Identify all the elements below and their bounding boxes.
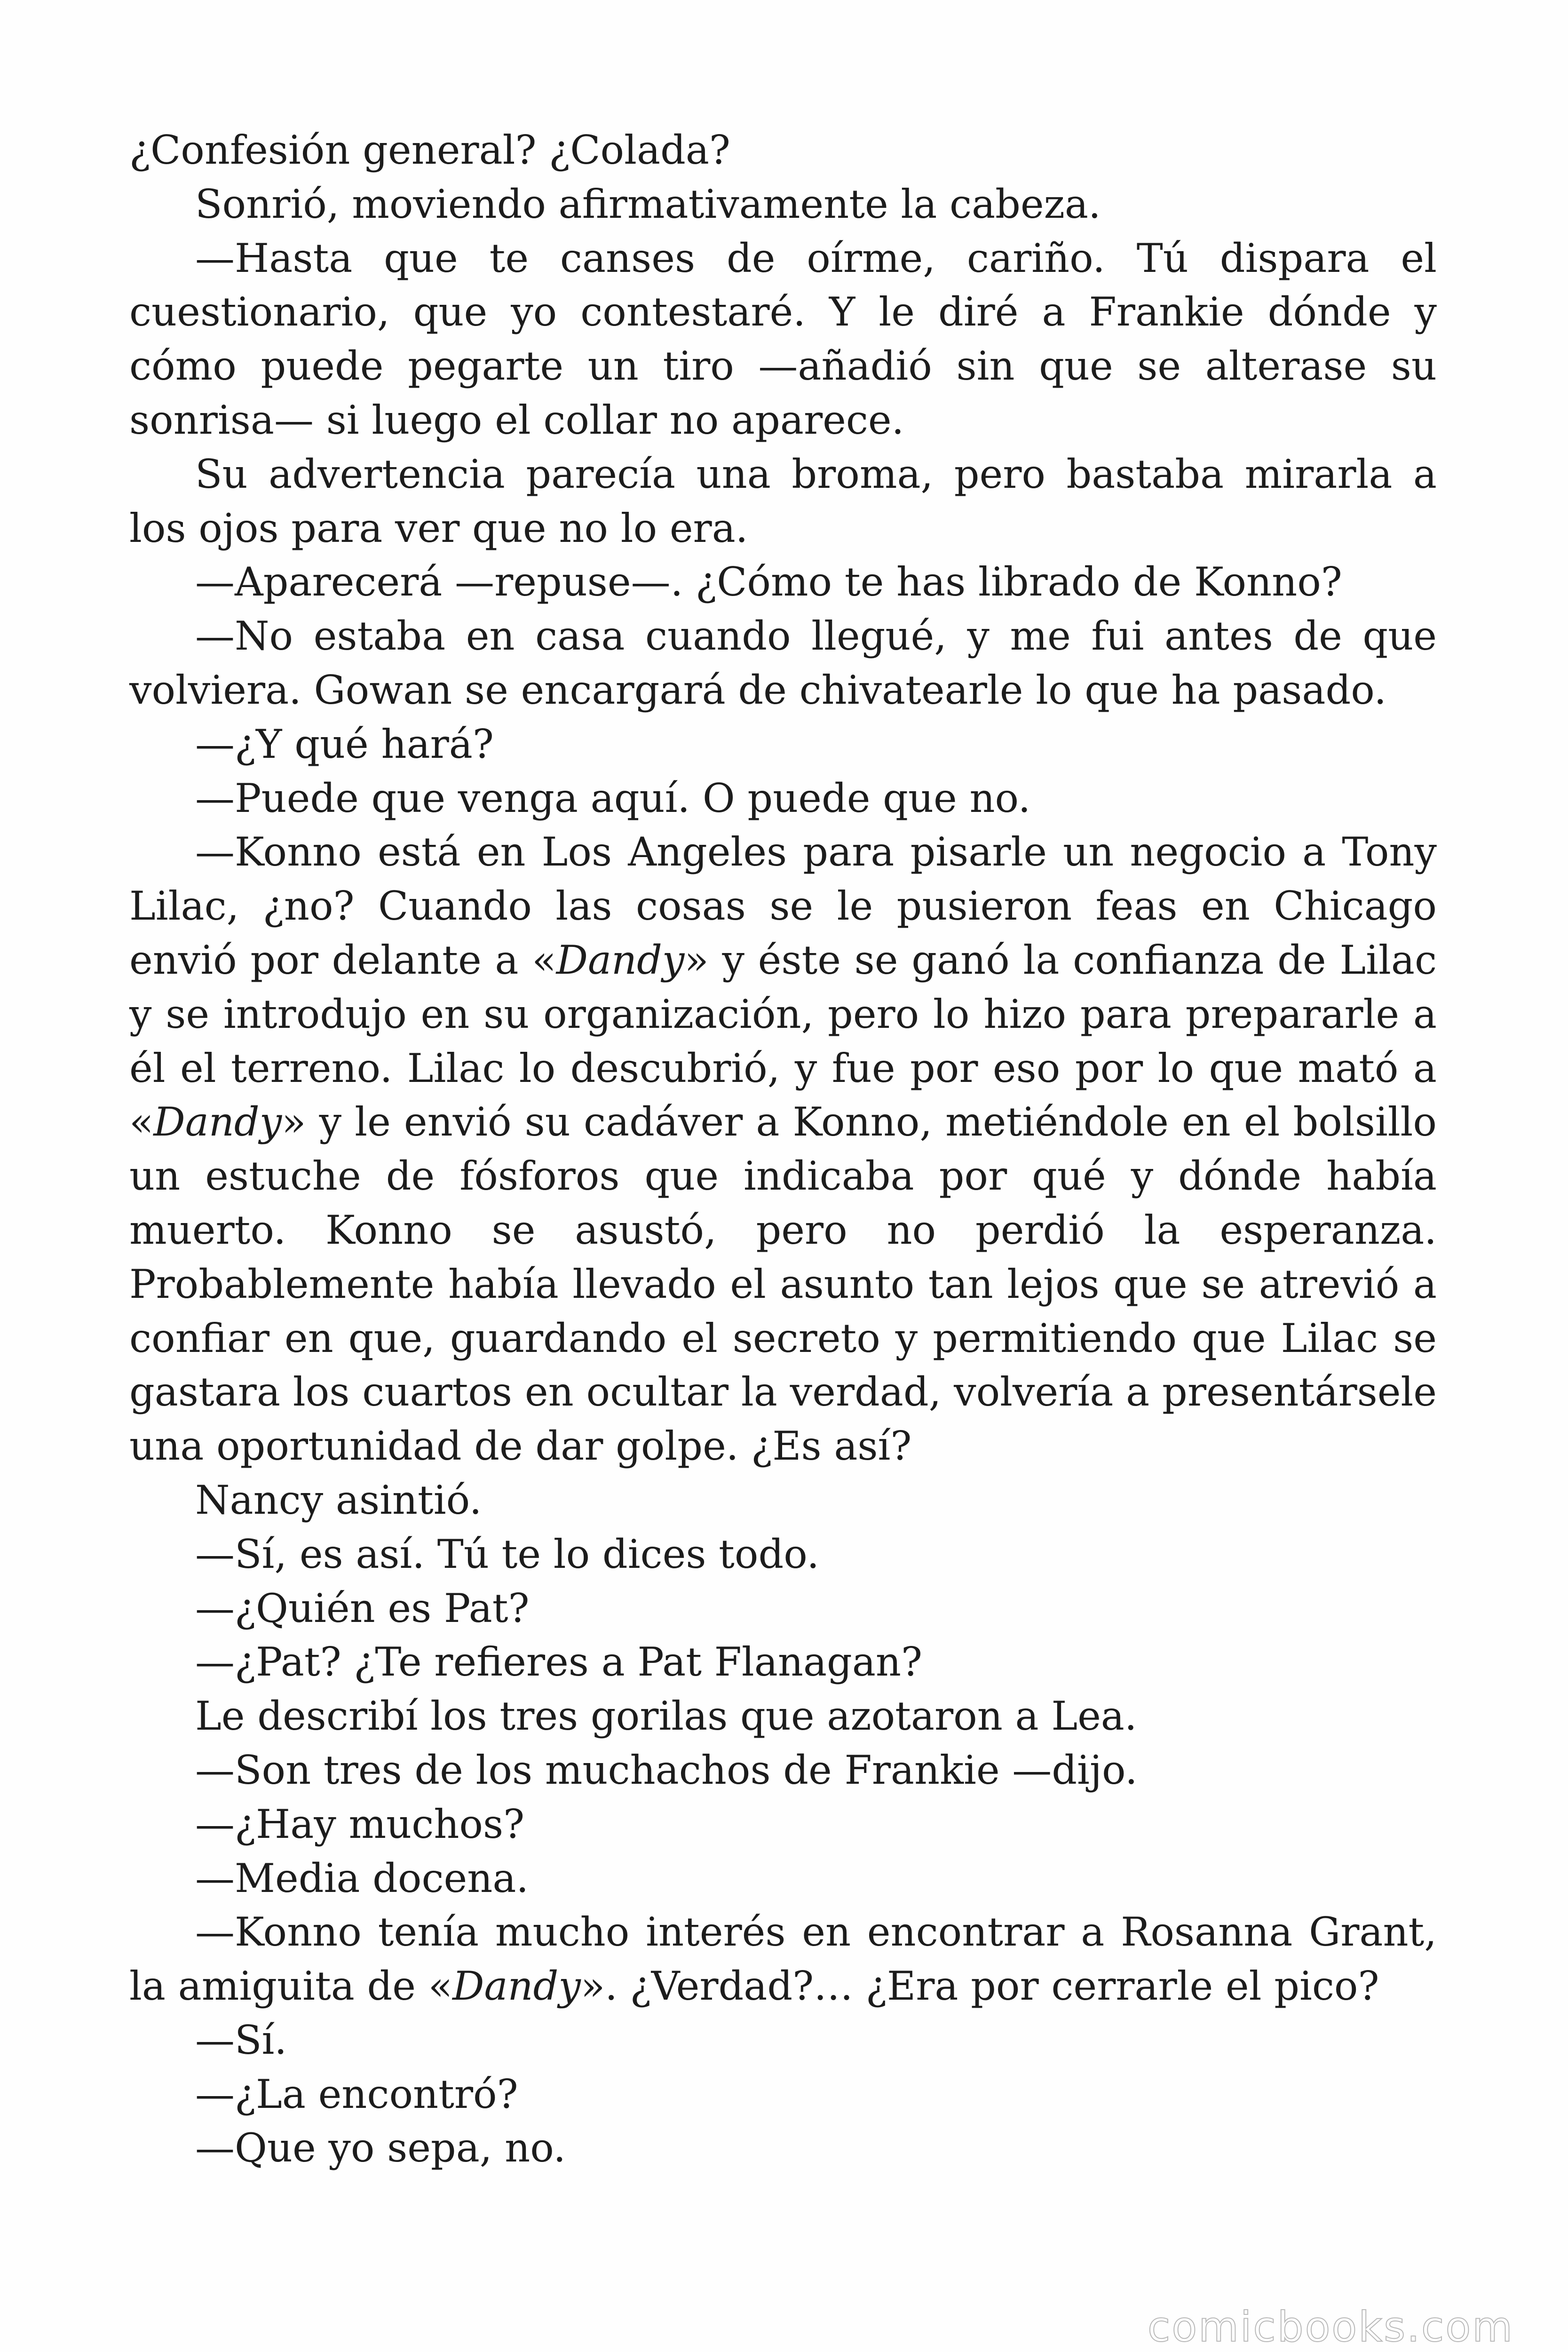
text-segment: Sonrió, moviendo afirmativamente la cabeza. bbox=[195, 181, 1101, 227]
paragraph bbox=[129, 609, 1437, 717]
text-segment: Su advertencia parecía una broma, pero bastaba mirarla a los ojos para ver que no lo era. bbox=[129, 451, 1437, 551]
text-segment: —¿La encontró? bbox=[195, 2071, 518, 2117]
text-segment: ¿Confesión general? ¿Colada? bbox=[129, 127, 730, 173]
text-segment: —Aparecerá —repuse—. ¿Cómo te has librado de Konno? bbox=[195, 559, 1342, 605]
text-segment: —No estaba en casa cuando llegué, y me fui antes de que volviera. Gowan se encargará de chivatearle lo que ha pasado. bbox=[129, 613, 1437, 713]
paragraph bbox=[129, 2121, 1437, 2175]
paragraph bbox=[129, 1905, 1437, 2013]
paragraph bbox=[129, 231, 1437, 447]
watermark: comicbooks.com bbox=[1147, 2303, 1514, 2351]
text-segment: —Sí. bbox=[195, 2017, 287, 2063]
paragraph bbox=[129, 1581, 1437, 1636]
paragraph bbox=[129, 1635, 1437, 1689]
paragraph bbox=[129, 771, 1437, 826]
italic-text: Dandy bbox=[556, 937, 685, 983]
page-text bbox=[129, 123, 1437, 2175]
text-segment: —Konno tenía mucho interés en encontrar a Rosanna Grant, la amiguita de « bbox=[129, 1909, 1437, 2010]
paragraph bbox=[129, 1851, 1437, 1906]
text-segment: —¿Pat? ¿Te refieres a Pat Flanagan? bbox=[195, 1639, 923, 1685]
text-segment: Le describí los tres gorilas que azotaron a Lea. bbox=[195, 1693, 1137, 1740]
text-segment: —Konno está en Los Angeles para pisarle un negocio a Tony Lilac, ¿no? Cuando las cosas se le pusieron feas en Chicago envió por delante a « bbox=[129, 829, 1437, 983]
text-segment: —Media docena. bbox=[195, 1855, 529, 1901]
italic-text: Dandy bbox=[153, 1099, 282, 1145]
paragraph bbox=[129, 447, 1437, 556]
text-segment: —¿Quién es Pat? bbox=[195, 1585, 530, 1631]
paragraph bbox=[129, 825, 1437, 1473]
text-segment: ». ¿Verdad?… ¿Era por cerrarle el pico? bbox=[580, 1963, 1379, 2010]
paragraph bbox=[129, 1797, 1437, 1851]
paragraph bbox=[129, 717, 1437, 771]
paragraph bbox=[129, 1689, 1437, 1743]
text-segment: —Que yo sepa, no. bbox=[195, 2125, 566, 2171]
paragraph bbox=[129, 1527, 1437, 1581]
paragraph bbox=[129, 2067, 1437, 2122]
paragraph bbox=[129, 2013, 1437, 2067]
italic-text: Dandy bbox=[452, 1963, 581, 2010]
text-segment: Nancy asintió. bbox=[195, 1477, 482, 1523]
text-segment: —¿Y qué hará? bbox=[195, 721, 494, 767]
text-segment: —¿Hay muchos? bbox=[195, 1801, 525, 1847]
text-segment: —Son tres de los muchachos de Frankie —dijo. bbox=[195, 1747, 1138, 1793]
paragraph bbox=[129, 177, 1437, 231]
paragraph bbox=[129, 123, 1437, 177]
paragraph bbox=[129, 555, 1437, 609]
paragraph bbox=[129, 1743, 1437, 1797]
text-segment: » y le envió su cadáver a Konno, metiéndole en el bolsillo un estuche de fósforos que indicaba por qué y dónde había muerto. Konno se asustó, pero no perdió la esperanza. Probablemente había llevado el asunto tan lejos que se atrevió a confiar en que, guardando el secreto y permitiendo que Lilac se gastara los cuartos en ocultar la verdad, volvería a presentársele una oportunidad de dar golpe. ¿Es así? bbox=[129, 1099, 1437, 1470]
text-segment: —Puede que venga aquí. O puede que no. bbox=[195, 775, 1031, 821]
paragraph bbox=[129, 1473, 1437, 1527]
text-segment: —Hasta que te canses de oírme, cariño. Tú dispara el cuestionario, que yo contestaré. Y le diré a Frankie dónde y cómo puede pegarte un tiro —añadió sin que se alterase su sonrisa— si luego el collar no aparece. bbox=[129, 235, 1437, 443]
text-segment: » y éste se ganó la confianza de Lilac y se introdujo en su organización, pero lo hizo para prepararle a él el terreno. Lilac lo descubrió, y fue por eso por lo que mató a « bbox=[129, 937, 1437, 1145]
text-segment: —Sí, es así. Tú te lo dices todo. bbox=[195, 1531, 820, 1577]
